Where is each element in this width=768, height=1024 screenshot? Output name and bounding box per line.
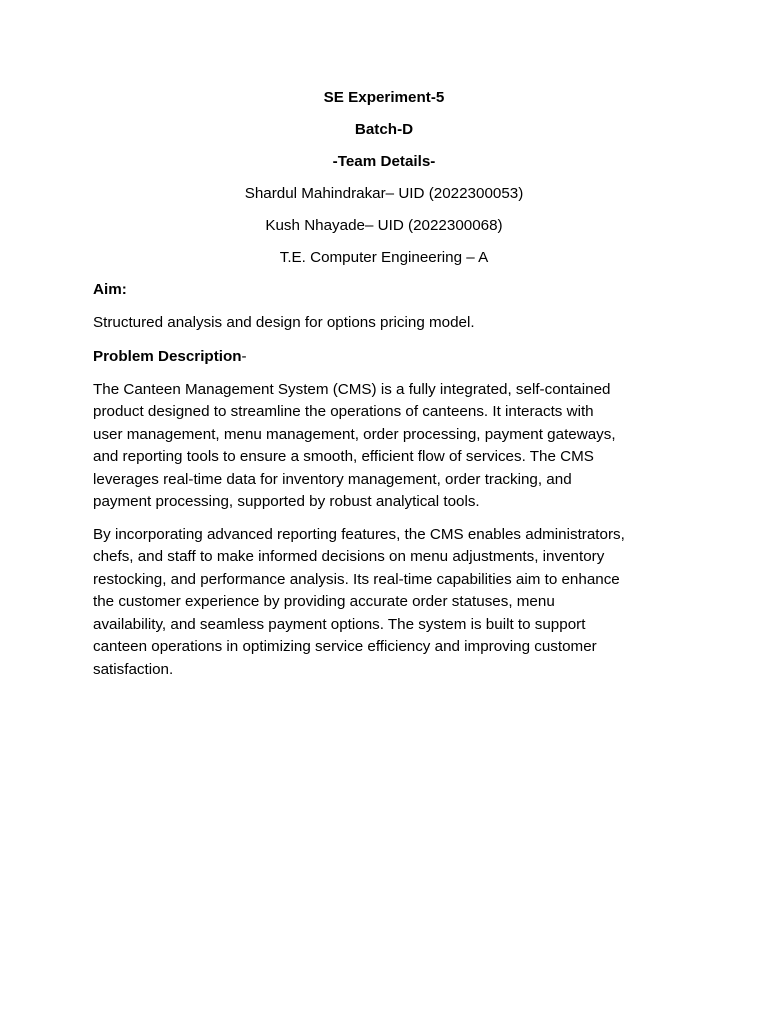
problem-paragraph-1: [93, 379, 675, 514]
team-member-1: Shardul Mahindrakar– UID (2022300053): [244, 185, 524, 202]
paragraph-line: leverages real-time data for inventory management, order tracking, and: [93, 470, 572, 488]
problem-paragraph-2: [93, 524, 675, 682]
team-details-heading: -Team Details-: [332, 153, 436, 170]
aim-heading: Aim:: [93, 281, 127, 298]
paragraph-line: By incorporating advanced reporting features, the CMS enables administrators,: [93, 525, 625, 543]
paragraph-line: availability, and seamless payment options. The system is built to support: [93, 615, 586, 633]
problem-description-heading-suffix: -: [241, 347, 247, 365]
class-label: T.E. Computer Engineering – A: [279, 249, 489, 266]
paragraph-line: The Canteen Management System (CMS) is a fully integrated, self-contained: [93, 380, 611, 398]
aim-text: Structured analysis and design for options pricing model.: [93, 314, 475, 331]
problem-description-heading-text: Problem Description: [93, 347, 242, 365]
team-member-2: Kush Nhayade– UID (2022300068): [265, 217, 503, 234]
paragraph-line: restocking, and performance analysis. Its real-time capabilities aim to enhance: [93, 570, 620, 588]
paragraph-line: chefs, and staff to make informed decisions on menu adjustments, inventory: [93, 548, 605, 565]
document-content: [93, 88, 675, 691]
paragraph-line: and reporting tools to ensure a smooth, efficient flow of services. The CMS: [93, 448, 594, 465]
paragraph-line: canteen operations in optimizing service efficiency and improving customer: [93, 638, 597, 655]
batch-label: Batch-D: [354, 121, 414, 138]
paragraph-line: product designed to streamline the operations of canteens. It interacts with: [93, 403, 594, 420]
paragraph-line: payment processing, supported by robust analytical tools.: [93, 493, 480, 510]
paragraph-line: satisfaction.: [93, 660, 174, 678]
paragraph-line: user management, menu management, order processing, payment gateways,: [93, 425, 616, 443]
experiment-title: SE Experiment-5: [323, 89, 445, 106]
paragraph-line: the customer experience by providing accurate order statuses, menu: [93, 593, 555, 610]
problem-description-heading: [93, 347, 675, 367]
